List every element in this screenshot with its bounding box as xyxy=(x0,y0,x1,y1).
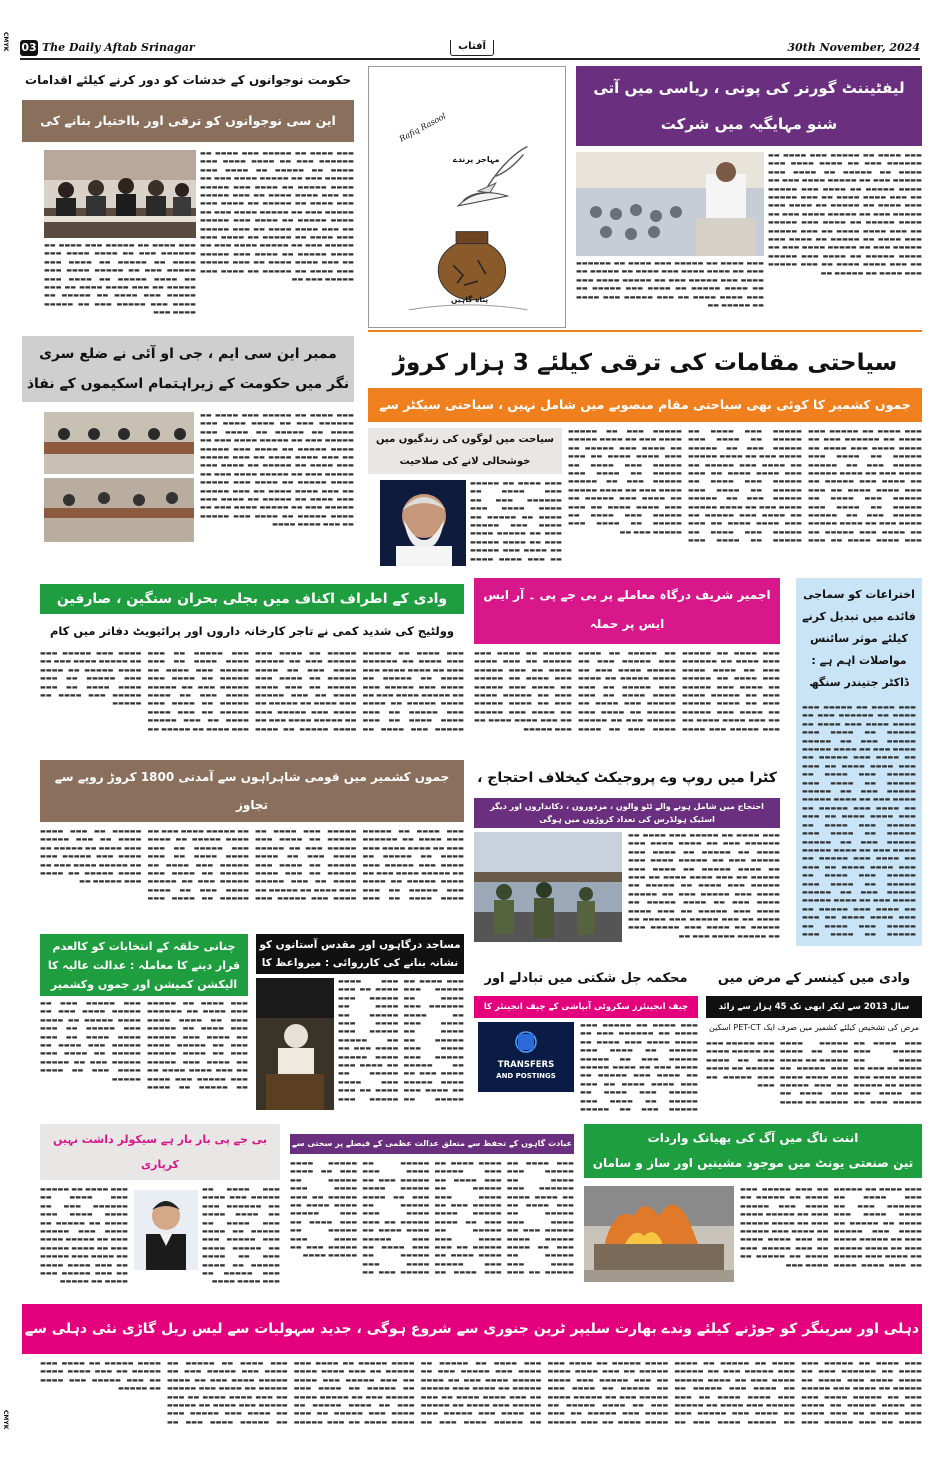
highways-headline-band xyxy=(40,760,464,822)
editorial-cartoon xyxy=(368,66,566,328)
youth-body-col1: ▬▬▬ ▬▬▬▬ ▬▬ ▬▬▬▬▬ ▬▬▬ ▬▬▬▬ ▬▬ ▬▬▬▬▬▬ ▬▬▬ ▬▬ ▬▬▬▬ ▬▬▬▬ ▬▬▬ ▬▬▬▬ ▬▬ ▬▬▬▬▬ ▬▬ ▬▬▬▬ ▬▬▬ ▬▬▬▬▬ ▬▬▬ ▬▬ ▬▬▬▬▬ ▬▬▬▬ ▬▬▬ ▬▬ ▬▬▬▬ ▬▬▬▬▬ ▬▬ ▬▬▬▬ ▬▬▬ ▬▬▬▬▬ ▬▬ ▬▬▬ ▬▬▬▬ ▬▬▬▬ ▬▬ ▬▬▬ ▬▬▬▬▬ ▬▬▬ ▬▬▬▬ ▬▬ ▬▬▬▬▬ ▬▬ ▬▬▬▬ ▬▬▬ ▬▬▬▬▬ ▬▬▬ ▬▬ ▬▬▬▬▬ ▬▬▬▬ ▬▬▬ ▬▬ ▬▬▬▬ ▬▬▬▬▬ ▬▬ ▬▬▬▬ ▬▬▬ ▬▬▬▬▬ ▬▬ ▬▬▬ ▬▬▬▬ ▬▬▬▬ ▬▬ ▬▬▬ ▬▬▬▬▬ ▬▬▬ ▬▬▬▬ ▬▬ ▬▬▬▬▬ ▬▬ ▬▬▬▬ ▬▬▬ ▬▬▬▬▬ ▬▬▬ ▬▬ ▬▬▬▬▬ ▬▬▬▬ ▬▬▬ ▬▬ ▬▬▬▬ ▬▬▬▬▬ ▬▬ ▬▬▬▬ ▬▬▬ ▬▬▬▬▬ ▬▬ ▬▬▬ ▬▬▬▬ ▬▬▬▬ ▬▬ ▬▬▬ ▬▬▬▬▬ ▬▬▬ ▬▬▬▬ ▬▬ ▬▬▬▬▬ ▬▬ ▬▬▬▬ ▬▬▬ ▬▬▬▬▬ ▬▬▬ ▬▬ xyxy=(200,150,354,284)
ajmer-headline-band xyxy=(474,578,780,644)
issue-date: 30th November, 2024 xyxy=(787,41,920,54)
fire-subhead: تین صنعتی یونٹ میں موجود مشینیں اور ساز و سامان xyxy=(592,1156,914,1170)
masthead xyxy=(20,40,920,60)
cartoonist-signature: Rafiq Rasool xyxy=(397,111,448,144)
pm-portrait-photo xyxy=(380,480,466,566)
cmyk-mark-top: CMYK xyxy=(2,32,9,52)
cartoon-pot-label: پناہ گاہیں xyxy=(451,295,489,304)
cancer-subhead-band: سال 2013 سے لیکر ابھی تک 45 ہزار سے زائد xyxy=(706,996,922,1018)
lg-reasi-headline-band xyxy=(576,66,922,146)
cartoon-caption: مہاجر پرندے xyxy=(453,155,500,164)
lg-reasi-body-col2: ▬▬▬ ▬▬▬▬ ▬▬ ▬▬▬▬▬ ▬▬▬ ▬▬▬▬ ▬▬ ▬▬▬▬▬▬ ▬▬▬ ▬▬ ▬▬▬▬ ▬▬▬▬ ▬▬▬ ▬▬▬▬ ▬▬ ▬▬▬▬▬ ▬▬ ▬▬▬▬ ▬▬▬ ▬▬▬▬▬ ▬▬▬ ▬▬ ▬▬▬▬▬ ▬▬▬▬ ▬▬▬ ▬▬ ▬▬▬▬ ▬▬▬▬▬ ▬▬ ▬▬▬▬ ▬▬▬ ▬▬▬▬▬ ▬▬ ▬▬▬ ▬▬▬▬ ▬▬▬▬ ▬▬ ▬▬▬ ▬▬▬▬▬ ▬▬▬ ▬▬▬▬ ▬▬ ▬▬▬▬▬ ▬▬ xyxy=(576,260,764,310)
science-headline: اختراعات کو سماجی فائدے میں تبدیل کرنے کیلئے موثر سائنس مواصلات اہم ہے : ڈاکٹر جتیندر سنگھ xyxy=(802,588,916,689)
ajmer-body: ▬▬▬ ▬▬▬▬ ▬▬ ▬▬▬▬▬ ▬▬▬ ▬▬▬▬ ▬▬ ▬▬▬▬▬▬ ▬▬▬ ▬▬ ▬▬▬▬ ▬▬▬▬ ▬▬▬ ▬▬▬▬ ▬▬ ▬▬▬▬▬ ▬▬ ▬▬▬▬ ▬▬▬ ▬▬▬▬▬ ▬▬▬ ▬▬ ▬▬▬▬▬ ▬▬▬▬ ▬▬▬ ▬▬ ▬▬▬▬ ▬▬▬▬▬ ▬▬ ▬▬▬▬ ▬▬▬ ▬▬▬▬▬ ▬▬ ▬▬▬ ▬▬▬▬ ▬▬▬▬ ▬▬ ▬▬▬ ▬▬▬▬▬ ▬▬▬ ▬▬▬▬ ▬▬ ▬▬▬▬▬ ▬▬ ▬▬▬▬ ▬▬▬ ▬▬▬▬▬ ▬▬▬ ▬▬ ▬▬▬▬▬ ▬▬▬▬ ▬▬▬ ▬▬ ▬▬▬▬ ▬▬▬▬▬ ▬▬ ▬▬▬▬ ▬▬▬ ▬▬▬▬▬ ▬▬ ▬▬▬ ▬▬▬▬ ▬▬▬▬ ▬▬ ▬▬▬ ▬▬▬▬▬ ▬▬▬ ▬▬▬▬ ▬▬ ▬▬▬▬▬ ▬▬ ▬▬▬▬ ▬▬▬ ▬▬▬▬▬ ▬▬▬ ▬▬ ▬▬▬▬▬ ▬▬▬▬ ▬▬▬ ▬▬ ▬▬▬▬ ▬▬▬▬▬ ▬▬ ▬▬▬▬ ▬▬▬ ▬▬▬▬▬ ▬▬ ▬▬▬ ▬▬▬▬ ▬▬▬▬ ▬▬ ▬▬▬ ▬▬▬▬▬ ▬▬▬ ▬▬▬▬ ▬▬ ▬▬▬▬▬ ▬▬ ▬▬▬▬ ▬▬▬ ▬▬▬▬▬ ▬▬▬ ▬▬ ▬▬▬▬▬ ▬▬▬▬ ▬▬▬ ▬▬ ▬▬▬▬ ▬▬▬▬▬ ▬▬ ▬▬▬▬ ▬▬▬ ▬▬▬▬▬ ▬▬ ▬▬▬ ▬▬▬▬ ▬▬▬▬ ▬▬ ▬▬▬ ▬▬▬▬▬ xyxy=(474,650,780,733)
transfers-headline: محکمہ جل شکتی میں تبادلے اور xyxy=(484,971,688,986)
page-number: 03 xyxy=(21,41,37,54)
chenani-body: ▬▬▬ ▬▬▬▬ ▬▬ ▬▬▬▬▬ ▬▬▬ ▬▬▬▬ ▬▬ ▬▬▬▬▬▬ ▬▬▬ ▬▬ ▬▬▬▬ ▬▬▬▬ ▬▬▬ ▬▬▬▬ ▬▬ ▬▬▬▬▬ ▬▬ ▬▬▬▬ ▬▬▬ ▬▬▬▬▬ ▬▬▬ ▬▬ ▬▬▬▬▬ ▬▬▬▬ ▬▬▬ ▬▬ ▬▬▬▬ ▬▬▬▬▬ ▬▬ ▬▬▬▬ ▬▬▬ ▬▬▬▬▬ ▬▬ ▬▬▬ ▬▬▬▬ ▬▬▬▬ ▬▬ ▬▬▬ ▬▬▬▬▬ ▬▬▬ ▬▬▬▬ ▬▬ ▬▬▬▬▬ ▬▬ ▬▬▬▬ ▬▬▬ ▬▬▬▬▬ ▬▬▬ ▬▬ ▬▬▬▬▬ ▬▬▬▬ ▬▬▬ ▬▬ ▬▬▬▬ ▬▬▬▬▬ ▬▬ ▬▬▬▬ ▬▬▬ ▬▬▬▬▬ ▬▬ ▬▬▬ ▬▬▬▬ ▬▬▬▬ ▬▬ ▬▬▬ ▬▬▬▬▬ ▬▬▬ ▬▬▬▬ ▬▬ ▬▬▬▬▬ ▬▬ ▬▬▬▬ ▬▬▬ ▬▬▬▬▬ ▬▬▬ ▬▬ ▬▬▬▬▬ ▬▬▬▬ ▬▬▬ ▬▬ ▬▬▬▬ ▬▬▬▬▬ xyxy=(40,1000,248,1092)
science-box xyxy=(796,578,922,946)
ajmer-subhead xyxy=(478,639,776,644)
science-body: ▬▬▬ ▬▬▬▬ ▬▬ ▬▬▬▬▬ ▬▬▬ ▬▬▬▬ ▬▬ ▬▬▬▬▬▬ ▬▬▬ ▬▬ ▬▬▬▬ ▬▬▬▬ ▬▬▬ ▬▬▬▬ ▬▬ ▬▬▬▬▬ ▬▬ ▬▬▬▬ ▬▬▬ ▬▬▬▬▬ ▬▬▬ ▬▬ ▬▬▬▬▬ ▬▬▬▬ ▬▬▬ ▬▬ ▬▬▬▬ ▬▬▬▬▬ ▬▬ ▬▬▬▬ ▬▬▬ ▬▬▬▬▬ ▬▬ ▬▬▬ ▬▬▬▬ ▬▬▬▬ ▬▬ ▬▬▬ ▬▬▬▬▬ ▬▬▬ ▬▬▬▬ ▬▬ ▬▬▬▬▬ ▬▬ ▬▬▬▬ ▬▬▬ ▬▬▬▬▬ ▬▬▬ ▬▬ ▬▬▬▬▬ ▬▬▬▬ ▬▬▬ ▬▬ ▬▬▬▬ ▬▬▬▬▬ ▬▬ ▬▬▬▬ ▬▬▬ ▬▬▬▬▬ ▬▬ ▬▬▬ ▬▬▬▬ ▬▬▬▬ ▬▬ ▬▬▬ ▬▬▬▬▬ ▬▬▬ ▬▬▬▬ ▬▬ ▬▬▬▬▬ ▬▬ ▬▬▬▬ ▬▬▬ ▬▬▬▬▬ ▬▬▬ ▬▬ ▬▬▬▬▬ ▬▬▬▬ ▬▬▬ ▬▬ ▬▬▬▬ ▬▬▬▬▬ ▬▬ ▬▬▬▬ ▬▬▬ ▬▬▬▬▬ ▬▬ ▬▬▬ ▬▬▬▬ ▬▬▬▬ ▬▬ ▬▬▬ ▬▬▬▬▬ ▬▬▬ ▬▬▬▬ ▬▬ ▬▬▬▬▬ ▬▬ ▬▬▬▬ ▬▬▬ ▬▬▬▬▬ ▬▬▬ ▬▬ ▬▬▬▬▬ ▬▬▬▬ ▬▬▬ ▬▬ ▬▬▬▬ ▬▬▬▬▬ ▬▬ ▬▬▬▬ ▬▬▬ ▬▬▬▬▬ ▬▬ ▬▬▬ ▬▬▬▬ ▬▬▬▬ ▬▬ ▬▬▬ ▬▬▬▬▬ ▬▬▬ ▬▬▬▬ ▬▬ ▬▬▬▬▬ ▬▬ ▬▬▬▬ ▬▬▬ xyxy=(802,704,916,938)
ropeway-protest-photo xyxy=(474,832,622,942)
mp-review-meeting-photo xyxy=(44,412,194,542)
cancer-body: ▬▬▬ ▬▬▬▬ ▬▬ ▬▬▬▬▬ ▬▬▬ ▬▬▬▬ ▬▬ ▬▬▬▬▬▬ ▬▬▬ ▬▬ ▬▬▬▬ ▬▬▬▬ ▬▬▬ ▬▬▬▬ ▬▬ ▬▬▬▬▬ ▬▬ ▬▬▬▬ ▬▬▬ ▬▬▬▬▬ ▬▬▬ ▬▬ ▬▬▬▬▬ ▬▬▬▬ ▬▬▬ ▬▬ ▬▬▬▬ ▬▬▬▬▬ ▬▬ ▬▬▬▬ ▬▬▬ ▬▬▬▬▬ ▬▬ ▬▬▬ ▬▬▬▬ ▬▬▬▬ ▬▬ ▬▬▬ ▬▬▬▬▬ ▬▬▬ ▬▬▬▬ ▬▬ ▬▬▬▬▬ ▬▬ ▬▬▬▬ ▬▬▬ ▬▬▬▬▬ ▬▬▬ ▬▬ ▬▬▬▬▬ ▬▬▬▬ ▬▬▬ ▬▬ ▬▬▬▬ ▬▬▬▬▬ ▬▬ ▬▬▬▬ ▬▬▬ ▬▬▬▬▬ ▬▬ ▬▬▬ xyxy=(706,1040,922,1106)
paper-name: The Daily Aftab Srinagar xyxy=(42,41,195,54)
highways-subhead xyxy=(44,819,460,822)
worship-headline-band: عبادت گاہوں کے تحفظ سے متعلق عدالت عظمی کے فیصلے پر سختی سے xyxy=(290,1134,574,1154)
fire-incident-photo xyxy=(584,1186,734,1282)
mosques-headline-band: مساجد درگاہوں اور مقدس آستانوں کو نشانہ بنانے کی کارروائی : میرواعظ کا xyxy=(256,934,464,974)
transfers-graphic-line1: TRANSFERS xyxy=(497,1060,555,1070)
tourism-inset-box xyxy=(368,428,562,474)
paper-logo: آفتاب xyxy=(450,40,494,56)
transfers-graphic xyxy=(478,1022,574,1092)
lg-reasi-headline: لیفٹیننٹ گورنر کی پونی ، ریاسی میں آتی شنو مہایگیہ میں شرکت xyxy=(593,79,905,133)
transfers-graphic-line2: AND POSTINGS xyxy=(496,1072,556,1080)
mp-review-body-col1: ▬▬▬ ▬▬▬▬ ▬▬ ▬▬▬▬▬ ▬▬▬ ▬▬▬▬ ▬▬ ▬▬▬▬▬▬ ▬▬▬ ▬▬ ▬▬▬▬ ▬▬▬▬ ▬▬▬ ▬▬▬▬ ▬▬ ▬▬▬▬▬ ▬▬ ▬▬▬▬ ▬▬▬ ▬▬▬▬▬ ▬▬▬ ▬▬ ▬▬▬▬▬ ▬▬▬▬ ▬▬▬ ▬▬ ▬▬▬▬ ▬▬▬▬▬ ▬▬ ▬▬▬▬ ▬▬▬ ▬▬▬▬▬ ▬▬ ▬▬▬ ▬▬▬▬ ▬▬▬▬ ▬▬ ▬▬▬ ▬▬▬▬▬ ▬▬▬ ▬▬▬▬ ▬▬ ▬▬▬▬▬ ▬▬ ▬▬▬▬ ▬▬▬ ▬▬▬▬▬ ▬▬▬ ▬▬ ▬▬▬▬▬ ▬▬▬▬ ▬▬▬ ▬▬ ▬▬▬▬ ▬▬▬▬▬ ▬▬ ▬▬▬▬ ▬▬▬ ▬▬▬▬▬ ▬▬ ▬▬▬ ▬▬▬▬ ▬▬▬▬ ▬▬ ▬▬▬ ▬▬▬▬▬ ▬▬▬ ▬▬▬▬ ▬▬ ▬▬▬▬▬ ▬▬ ▬▬▬▬ ▬▬▬ ▬▬▬▬▬ ▬▬▬ ▬▬ ▬▬▬▬▬ ▬▬▬▬ ▬▬▬ ▬▬ ▬▬▬▬ ▬▬▬▬▬ ▬▬ ▬▬▬▬ ▬▬▬ ▬▬▬▬▬ ▬▬ ▬▬▬ ▬▬▬▬ ▬▬▬▬ xyxy=(200,412,354,529)
bjp-body-col1: ▬▬▬ ▬▬▬▬ ▬▬ ▬▬▬▬▬ ▬▬▬ ▬▬▬▬ ▬▬ ▬▬▬▬▬▬ ▬▬▬ ▬▬ ▬▬▬▬ ▬▬▬▬ ▬▬▬ ▬▬▬▬ ▬▬ ▬▬▬▬▬ ▬▬ ▬▬▬▬ ▬▬▬ ▬▬▬▬▬ ▬▬▬ ▬▬ ▬▬▬▬▬ ▬▬▬▬ ▬▬▬ ▬▬ ▬▬▬▬ ▬▬▬▬▬ ▬▬ ▬▬▬▬ ▬▬▬ ▬▬▬▬▬ ▬▬ ▬▬▬ ▬▬▬▬ ▬▬▬▬ ▬▬ ▬▬▬ ▬▬▬▬▬ ▬▬▬ ▬▬▬▬ ▬▬ ▬▬▬▬▬ xyxy=(40,1186,128,1286)
bjp-headline: بی جے پی بار بار ہے سیکولر داشت نہیں کرپاری xyxy=(52,1133,268,1171)
electricity-headline-band: وادی کے اطراف اکناف میں بجلی بحران سنگین ، صارفین xyxy=(40,584,464,614)
highways-headline: جموں کشمیر میں قومی شاہراہوں سے آمدنی 1800 کروڑ روپے سے تجاوز xyxy=(54,770,450,812)
ropeway-subhead-band: احتجاج میں شامل ہونے والے ٹٹو والوں ، مزدوروں ، دکانداروں اور دیگر اسٹیک ہولڈرس کی تعداد کروڑوں میں ہوگی xyxy=(474,798,780,828)
cmyk-mark-bottom: CMYK xyxy=(2,1410,9,1430)
youth-meeting-photo xyxy=(44,150,196,238)
worship-body: ▬▬▬ ▬▬▬▬ ▬▬ ▬▬▬▬▬ ▬▬▬ ▬▬▬▬ ▬▬ ▬▬▬▬▬▬ ▬▬▬ ▬▬ ▬▬▬▬ ▬▬▬▬ ▬▬▬ ▬▬▬▬ ▬▬ ▬▬▬▬▬ ▬▬ ▬▬▬▬ ▬▬▬ ▬▬▬▬▬ ▬▬▬ ▬▬ ▬▬▬▬▬ ▬▬▬▬ ▬▬▬ ▬▬ ▬▬▬▬ ▬▬▬▬▬ ▬▬ ▬▬▬▬ ▬▬▬ ▬▬▬▬▬ ▬▬ ▬▬▬ ▬▬▬▬ ▬▬▬▬ ▬▬ ▬▬▬ ▬▬▬▬▬ ▬▬▬ ▬▬▬▬ ▬▬ ▬▬▬▬▬ ▬▬ ▬▬▬▬ ▬▬▬ ▬▬▬▬▬ ▬▬▬ ▬▬ ▬▬▬▬▬ ▬▬▬▬ ▬▬▬ ▬▬ ▬▬▬▬ ▬▬▬▬▬ ▬▬ ▬▬▬▬ ▬▬▬ ▬▬▬▬▬ ▬▬ ▬▬▬ ▬▬▬▬ ▬▬▬▬ ▬▬ ▬▬▬ ▬▬▬▬▬ ▬▬▬ ▬▬▬▬ ▬▬ ▬▬▬▬▬ ▬▬ ▬▬▬▬ ▬▬▬ ▬▬▬▬▬ ▬▬▬ ▬▬ ▬▬▬▬▬ ▬▬▬▬ ▬▬▬ ▬▬ ▬▬▬▬ ▬▬▬▬▬ ▬▬ ▬▬▬▬ ▬▬▬ ▬▬▬▬▬ ▬▬ ▬▬▬ ▬▬▬▬ ▬▬▬▬ ▬▬ ▬▬▬ ▬▬▬▬▬ ▬▬▬ ▬▬▬▬ ▬▬ ▬▬▬▬▬ ▬▬ ▬▬▬▬ ▬▬▬ ▬▬▬▬▬ ▬▬▬ ▬▬ ▬▬▬▬▬ ▬▬▬▬ ▬▬▬ ▬▬ ▬▬▬▬ ▬▬▬▬▬ ▬▬ ▬▬▬▬ ▬▬▬ ▬▬▬▬▬ ▬▬ ▬▬▬ ▬▬▬▬ ▬▬▬▬ ▬▬ ▬▬▬ ▬▬▬▬▬ ▬▬▬ ▬▬▬▬ ▬▬ ▬▬▬▬▬ ▬▬ ▬▬▬▬ ▬▬▬ ▬▬▬▬▬ ▬▬▬ ▬▬ ▬▬▬▬▬ ▬▬▬▬ xyxy=(290,1160,574,1277)
tourism-headline: سیاحتی مقامات کی ترقی کیلئے 3 ہزار کروڑ xyxy=(392,350,898,376)
cancer-subhead2: مرض کی تشخیص کیلئے کشمیر میں صرف ایک PET-CT اسکین xyxy=(709,1023,919,1032)
mirwaiz-speech-photo xyxy=(256,978,334,1110)
train-headline-band: دہلی اور سرینگر کو جوڑنے کیلئے وندے بھارت سلیپر ٹرین جنوری سے شروع ہوگی ، جدید سہولیات سے لیس ریل گاڑی نئی دہلی سے xyxy=(22,1304,922,1354)
electricity-body: ▬▬▬ ▬▬▬▬ ▬▬ ▬▬▬▬▬ ▬▬▬ ▬▬▬▬ ▬▬ ▬▬▬▬▬▬ ▬▬▬ ▬▬ ▬▬▬▬ ▬▬▬▬ ▬▬▬ ▬▬▬▬ ▬▬ ▬▬▬▬▬ ▬▬ ▬▬▬▬ ▬▬▬ ▬▬▬▬▬ ▬▬▬ ▬▬ ▬▬▬▬▬ ▬▬▬▬ ▬▬▬ ▬▬ ▬▬▬▬ ▬▬▬▬▬ ▬▬ ▬▬▬▬ ▬▬▬ ▬▬▬▬▬ ▬▬ ▬▬▬ ▬▬▬▬ ▬▬▬▬ ▬▬ ▬▬▬ ▬▬▬▬▬ ▬▬▬ ▬▬▬▬ ▬▬ ▬▬▬▬▬ ▬▬ ▬▬▬▬ ▬▬▬ ▬▬▬▬▬ ▬▬▬ ▬▬ ▬▬▬▬▬ ▬▬▬▬ ▬▬▬ ▬▬ ▬▬▬▬ ▬▬▬▬▬ ▬▬ ▬▬▬▬ ▬▬▬ ▬▬▬▬▬ ▬▬ ▬▬▬ ▬▬▬▬ ▬▬▬▬ ▬▬ ▬▬▬ ▬▬▬▬▬ ▬▬▬ ▬▬▬▬ ▬▬ ▬▬▬▬▬ ▬▬ ▬▬▬▬ ▬▬▬ ▬▬▬▬▬ ▬▬▬ ▬▬ ▬▬▬▬▬ ▬▬▬▬ ▬▬▬ ▬▬ ▬▬▬▬ ▬▬▬▬▬ ▬▬ ▬▬▬▬ ▬▬▬ ▬▬▬▬▬ ▬▬ ▬▬▬ ▬▬▬▬ ▬▬▬▬ ▬▬ ▬▬▬ ▬▬▬▬▬ ▬▬▬ ▬▬▬▬ ▬▬ ▬▬▬▬▬ ▬▬ ▬▬▬▬ ▬▬▬ ▬▬▬▬▬ ▬▬▬ ▬▬ ▬▬▬▬▬ ▬▬▬▬ ▬▬▬ ▬▬ ▬▬▬▬ ▬▬▬▬▬ ▬▬ ▬▬▬▬ ▬▬▬ ▬▬▬▬▬ ▬▬ ▬▬▬ ▬▬▬▬ ▬▬▬▬ ▬▬ ▬▬▬ ▬▬▬▬▬ ▬▬▬ ▬▬▬▬ ▬▬ ▬▬▬▬▬ ▬▬ ▬▬▬▬ ▬▬▬ ▬▬▬▬▬ ▬▬▬ ▬▬ ▬▬▬▬▬ ▬▬▬▬ ▬▬▬ ▬▬ ▬▬▬▬ ▬▬▬▬▬ ▬▬ ▬▬▬▬ ▬▬▬ ▬▬▬▬▬ ▬▬ ▬▬▬ ▬▬▬▬ ▬▬▬▬ ▬▬ ▬▬▬ ▬▬▬▬▬ ▬▬▬ ▬▬▬▬ ▬▬ ▬▬▬▬▬ xyxy=(40,650,464,733)
youth-body-col2: ▬▬▬ ▬▬▬▬ ▬▬ ▬▬▬▬▬ ▬▬▬ ▬▬▬▬ ▬▬ ▬▬▬▬▬▬ ▬▬▬ ▬▬ ▬▬▬▬ ▬▬▬▬ ▬▬▬ ▬▬▬▬ ▬▬ ▬▬▬▬▬ ▬▬ ▬▬▬▬ ▬▬▬ ▬▬▬▬▬ ▬▬▬ ▬▬ ▬▬▬▬▬ ▬▬▬▬ ▬▬▬ ▬▬ ▬▬▬▬ ▬▬▬▬▬ ▬▬ ▬▬▬▬ ▬▬▬ ▬▬▬▬▬ ▬▬ ▬▬▬ ▬▬▬▬ ▬▬▬▬ ▬▬ ▬▬▬ ▬▬▬▬▬ ▬▬▬ ▬▬▬▬ ▬▬ ▬▬▬▬▬ ▬▬ ▬▬▬▬ ▬▬▬ ▬▬▬▬▬ ▬▬▬ ▬▬ ▬▬▬▬▬ ▬▬▬▬ ▬▬▬ xyxy=(44,242,196,317)
tourism-inset-subhead xyxy=(371,473,559,474)
sunil-sharma-photo xyxy=(134,1190,198,1270)
electricity-subhead: وولٹیج کی شدید کمی نے تاجر کارخانہ داروں اور پرائیویٹ دفاتر میں کام xyxy=(49,624,455,638)
chenani-headline-band: چنانی حلقہ کے انتخابات کو کالعدم قرار دینے کا معاملہ : عدالت عالیہ کا الیکشن کمیشن اور جموں وکشمیر xyxy=(40,934,248,996)
youth-headline: حکومت نوجوانوں کے خدشات کو دور کرنے کیلئے اقدامات xyxy=(25,73,351,87)
bjp-headline-box xyxy=(40,1124,280,1180)
tourism-subhead-band: جموں کشمیر کا کوئی بھی سیاحتی مقام منصوبے میں شامل نہیں ، سیاحتی سیکٹر سے xyxy=(368,388,922,422)
tourism-inset-body: ▬▬▬ ▬▬▬▬ ▬▬ ▬▬▬▬▬ ▬▬▬ ▬▬▬▬ ▬▬ ▬▬▬▬▬▬ ▬▬▬ ▬▬ ▬▬▬▬ ▬▬▬▬ ▬▬▬ ▬▬▬▬ ▬▬ ▬▬▬▬▬ ▬▬ ▬▬▬▬ ▬▬▬ ▬▬▬▬▬ ▬▬▬ ▬▬ ▬▬▬▬▬ ▬▬▬▬ ▬▬▬ ▬▬ ▬▬▬▬ ▬▬▬▬▬ ▬▬ ▬▬▬▬ ▬▬▬ ▬▬▬▬▬ ▬▬ ▬▬▬ ▬▬▬▬ ▬▬▬▬ xyxy=(470,480,562,563)
lg-reasi-body-col1: ▬▬▬ ▬▬▬▬ ▬▬ ▬▬▬▬▬ ▬▬▬ ▬▬▬▬ ▬▬ ▬▬▬▬▬▬ ▬▬▬ ▬▬ ▬▬▬▬ ▬▬▬▬ ▬▬▬ ▬▬▬▬ ▬▬ ▬▬▬▬▬ ▬▬ ▬▬▬▬ ▬▬▬ ▬▬▬▬▬ ▬▬▬ ▬▬ ▬▬▬▬▬ ▬▬▬▬ ▬▬▬ ▬▬ ▬▬▬▬ ▬▬▬▬▬ ▬▬ ▬▬▬▬ ▬▬▬ ▬▬▬▬▬ ▬▬ ▬▬▬ ▬▬▬▬ ▬▬▬▬ ▬▬ ▬▬▬ ▬▬▬▬▬ ▬▬▬ ▬▬▬▬ ▬▬ ▬▬▬▬▬ ▬▬ ▬▬▬▬ ▬▬▬ ▬▬▬▬▬ ▬▬▬ ▬▬ ▬▬▬▬▬ ▬▬▬▬ ▬▬▬ ▬▬ ▬▬▬▬ ▬▬▬▬▬ ▬▬ ▬▬▬▬ ▬▬▬ ▬▬▬▬▬ ▬▬ ▬▬▬ ▬▬▬▬ ▬▬▬▬ ▬▬ ▬▬▬ ▬▬▬▬▬ ▬▬▬ ▬▬▬▬ ▬▬ ▬▬▬▬▬ ▬▬ ▬▬▬▬ ▬▬▬ ▬▬▬▬▬ ▬▬▬ ▬▬ ▬▬▬▬▬ ▬▬▬▬ ▬▬▬ ▬▬ ▬▬▬▬ ▬▬▬▬▬ ▬▬ ▬▬▬▬ ▬▬▬ ▬▬▬▬▬ ▬▬ ▬▬▬ ▬▬▬▬ ▬▬▬▬ ▬▬ ▬▬▬ ▬▬▬▬▬ ▬▬▬ ▬▬▬▬ ▬▬ ▬▬▬▬▬ ▬▬ xyxy=(768,152,922,277)
fire-body: ▬▬▬ ▬▬▬▬ ▬▬ ▬▬▬▬▬ ▬▬▬ ▬▬▬▬ ▬▬ ▬▬▬▬▬▬ ▬▬▬ ▬▬ ▬▬▬▬ ▬▬▬▬ ▬▬▬ ▬▬▬▬ ▬▬ ▬▬▬▬▬ ▬▬ ▬▬▬▬ ▬▬▬ ▬▬▬▬▬ ▬▬▬ ▬▬ ▬▬▬▬▬ ▬▬▬▬ ▬▬▬ ▬▬ ▬▬▬▬ ▬▬▬▬▬ ▬▬ ▬▬▬▬ ▬▬▬ ▬▬▬▬▬ ▬▬ ▬▬▬ ▬▬▬▬ ▬▬▬▬ ▬▬ ▬▬▬ ▬▬▬▬▬ ▬▬▬ ▬▬▬▬ ▬▬ ▬▬▬▬▬ ▬▬ ▬▬▬▬ ▬▬▬ ▬▬▬▬▬ ▬▬▬ ▬▬ ▬▬▬▬▬ ▬▬▬▬ ▬▬▬ ▬▬ ▬▬▬▬ ▬▬▬▬▬ ▬▬ ▬▬▬▬ ▬▬▬ ▬▬▬▬▬ ▬▬ ▬▬▬ ▬▬▬▬ ▬▬▬▬ ▬▬ ▬▬▬ ▬▬▬▬▬ ▬▬▬ ▬▬▬▬ ▬▬ ▬▬▬▬▬ ▬▬ ▬▬▬▬ ▬▬▬ xyxy=(740,1186,922,1269)
highways-body: ▬▬▬ ▬▬▬▬ ▬▬ ▬▬▬▬▬ ▬▬▬ ▬▬▬▬ ▬▬ ▬▬▬▬▬▬ ▬▬▬ ▬▬ ▬▬▬▬ ▬▬▬▬ ▬▬▬ ▬▬▬▬ ▬▬ ▬▬▬▬▬ ▬▬ ▬▬▬▬ ▬▬▬ ▬▬▬▬▬ ▬▬▬ ▬▬ ▬▬▬▬▬ ▬▬▬▬ ▬▬▬ ▬▬ ▬▬▬▬ ▬▬▬▬▬ ▬▬ ▬▬▬▬ ▬▬▬ ▬▬▬▬▬ ▬▬ ▬▬▬ ▬▬▬▬ ▬▬▬▬ ▬▬ ▬▬▬ ▬▬▬▬▬ ▬▬▬ ▬▬▬▬ ▬▬ ▬▬▬▬▬ ▬▬ ▬▬▬▬ ▬▬▬ ▬▬▬▬▬ ▬▬▬ ▬▬ ▬▬▬▬▬ ▬▬▬▬ ▬▬▬ ▬▬ ▬▬▬▬ ▬▬▬▬▬ ▬▬ ▬▬▬▬ ▬▬▬ ▬▬▬▬▬ ▬▬ ▬▬▬ ▬▬▬▬ ▬▬▬▬ ▬▬ ▬▬▬ ▬▬▬▬▬ ▬▬▬ ▬▬▬▬ ▬▬ ▬▬▬▬▬ ▬▬ ▬▬▬▬ ▬▬▬ ▬▬▬▬▬ ▬▬▬ ▬▬ ▬▬▬▬▬ ▬▬▬▬ ▬▬▬ ▬▬ ▬▬▬▬ ▬▬▬▬▬ ▬▬ ▬▬▬▬ ▬▬▬ ▬▬▬▬▬ ▬▬ ▬▬▬ ▬▬▬▬ ▬▬▬▬ ▬▬ ▬▬▬ ▬▬▬▬▬ ▬▬▬ ▬▬▬▬ ▬▬ ▬▬▬▬▬ ▬▬ ▬▬▬▬ ▬▬▬ ▬▬▬▬▬ ▬▬▬ ▬▬ ▬▬▬▬▬ ▬▬▬▬ ▬▬▬ ▬▬ ▬▬▬▬ ▬▬▬▬▬ ▬▬ ▬▬▬▬ ▬▬▬ ▬▬▬▬▬ ▬▬ ▬▬▬ ▬▬▬▬ ▬▬▬▬ ▬▬ ▬▬▬ ▬▬▬▬▬ ▬▬▬ ▬▬▬▬ ▬▬ ▬▬▬▬▬ ▬▬ ▬▬▬▬ ▬▬▬ ▬▬▬▬▬ ▬▬▬ ▬▬ ▬▬▬▬▬ ▬▬▬▬ ▬▬▬ ▬▬ ▬▬▬▬ ▬▬▬▬▬ ▬▬ ▬▬▬▬ ▬▬▬ ▬▬▬▬▬ ▬▬ xyxy=(40,828,464,903)
lg-reasi-subhead xyxy=(582,142,916,146)
train-body: ▬▬▬ ▬▬▬▬ ▬▬ ▬▬▬▬▬ ▬▬▬ ▬▬▬▬ ▬▬ ▬▬▬▬▬▬ ▬▬▬ ▬▬ ▬▬▬▬ ▬▬▬▬ ▬▬▬ ▬▬▬▬ ▬▬ ▬▬▬▬▬ ▬▬ ▬▬▬▬ ▬▬▬ ▬▬▬▬▬ ▬▬▬ ▬▬ ▬▬▬▬▬ ▬▬▬▬ ▬▬▬ ▬▬ ▬▬▬▬ ▬▬▬▬▬ ▬▬ ▬▬▬▬ ▬▬▬ ▬▬▬▬▬ ▬▬ ▬▬▬ ▬▬▬▬ ▬▬▬▬ ▬▬ ▬▬▬ ▬▬▬▬▬ ▬▬▬ ▬▬▬▬ ▬▬ ▬▬▬▬▬ ▬▬ ▬▬▬▬ ▬▬▬ ▬▬▬▬▬ ▬▬▬ ▬▬ ▬▬▬▬▬ ▬▬▬▬ ▬▬▬ ▬▬ ▬▬▬▬ ▬▬▬▬▬ ▬▬ ▬▬▬▬ ▬▬▬ ▬▬▬▬▬ ▬▬ ▬▬▬ ▬▬▬▬ ▬▬▬▬ ▬▬ ▬▬▬ ▬▬▬▬▬ ▬▬▬ ▬▬▬▬ ▬▬ ▬▬▬▬▬ ▬▬ ▬▬▬▬ ▬▬▬ ▬▬▬▬▬ ▬▬▬ ▬▬ ▬▬▬▬▬ ▬▬▬▬ ▬▬▬ ▬▬ ▬▬▬▬ ▬▬▬▬▬ ▬▬ ▬▬▬▬ ▬▬▬ ▬▬▬▬▬ ▬▬ ▬▬▬ ▬▬▬▬ ▬▬▬▬ ▬▬ ▬▬▬ ▬▬▬▬▬ ▬▬▬ ▬▬▬▬ ▬▬ ▬▬▬▬▬ ▬▬ ▬▬▬▬ ▬▬▬ ▬▬▬▬▬ ▬▬▬ ▬▬ ▬▬▬▬▬ ▬▬▬▬ ▬▬▬ ▬▬ ▬▬▬▬ ▬▬▬▬▬ ▬▬ ▬▬▬▬ ▬▬▬ ▬▬▬▬▬ ▬▬ ▬▬▬ ▬▬▬▬ ▬▬▬▬ ▬▬ ▬▬▬ ▬▬▬▬▬ ▬▬▬ ▬▬▬▬ ▬▬ ▬▬▬▬▬ ▬▬ ▬▬▬▬ ▬▬▬ ▬▬▬▬▬ ▬▬▬ ▬▬ ▬▬▬▬▬ ▬▬▬▬ ▬▬▬ ▬▬ ▬▬▬▬ ▬▬▬▬▬ ▬▬ ▬▬▬▬ ▬▬▬ ▬▬▬▬▬ ▬▬ ▬▬▬ ▬▬▬▬ ▬▬▬▬ ▬▬ ▬▬▬ ▬▬▬▬▬ ▬▬▬ ▬▬▬▬ ▬▬ ▬▬▬▬▬ ▬▬ ▬▬▬▬ ▬▬▬ ▬▬▬▬▬ ▬▬▬ ▬▬ ▬▬▬▬▬ ▬▬▬▬ ▬▬▬ ▬▬ ▬▬▬▬ ▬▬▬▬▬ ▬▬ ▬▬▬▬ ▬▬▬ ▬▬▬▬▬ ▬▬ ▬▬▬ ▬▬▬▬ ▬▬▬▬ ▬▬ ▬▬▬ ▬▬▬▬▬ ▬▬▬ ▬▬▬▬ ▬▬ ▬▬▬▬▬ ▬▬ ▬▬▬▬ ▬▬▬ ▬▬▬▬▬ ▬▬▬ ▬▬ ▬▬▬▬▬ ▬▬▬▬ ▬▬▬ ▬▬ ▬▬▬▬ ▬▬▬▬▬ ▬▬ ▬▬▬▬ ▬▬▬ ▬▬▬▬▬ ▬▬ ▬▬▬ ▬▬▬▬ ▬▬▬▬ ▬▬ ▬▬▬ ▬▬▬▬▬ ▬▬▬ ▬▬▬▬ ▬▬ ▬▬▬▬▬ ▬▬ ▬▬▬▬ ▬▬▬ ▬▬▬▬▬ ▬▬▬ ▬▬ ▬▬▬▬▬ ▬▬▬▬ ▬▬▬ ▬▬ ▬▬▬▬ ▬▬▬▬▬ ▬▬ ▬▬▬▬ ▬▬▬ ▬▬▬▬▬ ▬▬ ▬▬▬ ▬▬▬▬ ▬▬▬▬ ▬▬ ▬▬▬ ▬▬▬▬▬ ▬▬▬ ▬▬▬▬ ▬▬ ▬▬▬▬▬ ▬▬ ▬▬▬▬ ▬▬▬ ▬▬▬▬▬ ▬▬▬ ▬▬ ▬▬▬▬▬ ▬▬▬▬ ▬▬▬ ▬▬ ▬▬▬▬ ▬▬▬▬▬ ▬▬ ▬▬▬▬ ▬▬▬ ▬▬▬▬▬ ▬▬ ▬▬▬ ▬▬▬▬ ▬▬▬▬ ▬▬ ▬▬▬ ▬▬▬▬▬ ▬▬▬ ▬▬▬▬ ▬▬ ▬▬▬▬▬ xyxy=(40,1360,922,1426)
fire-headline-band xyxy=(584,1124,922,1178)
ropeway-headline: کٹرا میں روپ وے پروجیکٹ کیخلاف احتجاج ، xyxy=(477,770,777,786)
tourism-inset-headline: سیاحت میں لوگوں کی زندگیوں میں خوشحالی لانے کی صلاحیت xyxy=(376,434,554,467)
mp-review-headline: ممبر این سی ایم ، جی او آئی نے ضلع سری نگر میں حکومت کے زیراہتمام اسکیموں کے نفاذ xyxy=(22,336,354,402)
tourism-body: ▬▬▬ ▬▬▬▬ ▬▬ ▬▬▬▬▬ ▬▬▬ ▬▬▬▬ ▬▬ ▬▬▬▬▬▬ ▬▬▬ ▬▬ ▬▬▬▬ ▬▬▬▬ ▬▬▬ ▬▬▬▬ ▬▬ ▬▬▬▬▬ ▬▬ ▬▬▬▬ ▬▬▬ ▬▬▬▬▬ ▬▬▬ ▬▬ ▬▬▬▬▬ ▬▬▬▬ ▬▬▬ ▬▬ ▬▬▬▬ ▬▬▬▬▬ ▬▬ ▬▬▬▬ ▬▬▬ ▬▬▬▬▬ ▬▬ ▬▬▬ ▬▬▬▬ ▬▬▬▬ ▬▬ ▬▬▬ ▬▬▬▬▬ ▬▬▬ ▬▬▬▬ ▬▬ ▬▬▬▬▬ ▬▬ ▬▬▬▬ ▬▬▬ ▬▬▬▬▬ ▬▬▬ ▬▬ ▬▬▬▬▬ ▬▬▬▬ ▬▬▬ ▬▬ ▬▬▬▬ ▬▬▬▬▬ ▬▬ ▬▬▬▬ ▬▬▬ ▬▬▬▬▬ ▬▬ ▬▬▬ ▬▬▬▬ ▬▬▬▬ ▬▬ ▬▬▬ ▬▬▬▬▬ ▬▬▬ ▬▬▬▬ ▬▬ ▬▬▬▬▬ ▬▬ ▬▬▬▬ ▬▬▬ ▬▬▬▬▬ ▬▬▬ ▬▬ ▬▬▬▬▬ ▬▬▬▬ ▬▬▬ ▬▬ ▬▬▬▬ ▬▬▬▬▬ ▬▬ ▬▬▬▬ ▬▬▬ ▬▬▬▬▬ ▬▬ ▬▬▬ ▬▬▬▬ ▬▬▬▬ ▬▬ ▬▬▬ ▬▬▬▬▬ ▬▬▬ ▬▬▬▬ ▬▬ ▬▬▬▬▬ ▬▬ ▬▬▬▬ ▬▬▬ ▬▬▬▬▬ ▬▬▬ ▬▬ ▬▬▬▬▬ ▬▬▬▬ ▬▬▬ ▬▬ ▬▬▬▬ ▬▬▬▬▬ ▬▬ ▬▬▬▬ ▬▬▬ ▬▬▬▬▬ ▬▬ ▬▬▬ ▬▬▬▬ ▬▬▬▬ ▬▬ ▬▬▬ ▬▬▬▬▬ ▬▬▬ ▬▬▬▬ ▬▬ ▬▬▬▬▬ ▬▬ ▬▬▬▬ ▬▬▬ ▬▬▬▬▬ ▬▬▬ ▬▬ ▬▬▬▬▬ ▬▬▬▬ ▬▬▬ ▬▬ ▬▬▬▬ ▬▬▬▬▬ ▬▬ ▬▬▬▬ ▬▬▬ ▬▬▬▬▬ ▬▬ ▬▬▬ ▬▬▬▬ ▬▬▬▬ ▬▬ ▬▬▬ ▬▬▬▬▬ ▬▬▬ ▬▬▬▬ ▬▬ ▬▬▬▬▬ ▬▬ ▬▬▬▬ ▬▬▬ ▬▬▬▬▬ ▬▬▬ ▬▬ ▬▬▬▬▬ ▬▬▬▬ ▬▬▬ ▬▬ ▬▬▬▬ ▬▬▬▬▬ ▬▬ ▬▬▬▬ ▬▬▬ ▬▬▬▬▬ ▬▬ ▬▬▬ ▬▬▬▬ ▬▬▬▬ ▬▬ ▬▬▬ ▬▬▬▬▬ ▬▬▬ ▬▬▬▬ ▬▬ ▬▬▬▬▬ ▬▬ ▬▬▬▬ ▬▬▬ ▬▬▬▬▬ ▬▬▬ ▬▬ xyxy=(568,428,922,545)
ropeway-body: ▬▬▬ ▬▬▬▬ ▬▬ ▬▬▬▬▬ ▬▬▬ ▬▬▬▬ ▬▬ ▬▬▬▬▬▬ ▬▬▬ ▬▬ ▬▬▬▬ ▬▬▬▬ ▬▬▬ ▬▬▬▬ ▬▬ ▬▬▬▬▬ ▬▬ ▬▬▬▬ ▬▬▬ ▬▬▬▬▬ ▬▬▬ ▬▬ ▬▬▬▬▬ ▬▬▬▬ ▬▬▬ ▬▬ ▬▬▬▬ ▬▬▬▬▬ ▬▬ ▬▬▬▬ ▬▬▬ ▬▬▬▬▬ ▬▬ ▬▬▬ ▬▬▬▬ ▬▬▬▬ ▬▬ ▬▬▬ ▬▬▬▬▬ ▬▬▬ ▬▬▬▬ ▬▬ ▬▬▬▬▬ ▬▬ ▬▬▬▬ ▬▬▬ ▬▬▬▬▬ ▬▬▬ ▬▬ ▬▬▬▬▬ ▬▬▬▬ ▬▬▬ ▬▬ ▬▬▬▬ ▬▬▬▬▬ ▬▬ ▬▬▬▬ ▬▬▬ ▬▬▬▬▬ ▬▬ ▬▬▬ ▬▬▬▬ ▬▬▬▬ ▬▬ ▬▬▬ ▬▬▬▬▬ ▬▬▬ ▬▬▬▬ ▬▬ ▬▬▬▬▬ ▬▬ ▬▬▬▬ ▬▬▬ ▬▬▬▬▬ ▬▬▬ ▬▬ ▬▬▬▬▬ ▬▬▬▬ ▬▬▬ ▬▬ xyxy=(628,832,780,940)
fire-headline: اننت ناگ میں آگ کی بھیانک واردات xyxy=(647,1131,859,1145)
bjp-subhead xyxy=(43,1177,277,1180)
transfers-subhead-band: چیف انجینئرز سکروٹی آبپاشی کے چیف انجینئر کا xyxy=(474,996,698,1018)
youth-subhead-band: این سی نوجوانوں کو ترقی اور بااختیار بنانے کی xyxy=(22,100,354,142)
transfers-body: ▬▬▬ ▬▬▬▬ ▬▬ ▬▬▬▬▬ ▬▬▬ ▬▬▬▬ ▬▬ ▬▬▬▬▬▬ ▬▬▬ ▬▬ ▬▬▬▬ ▬▬▬▬ ▬▬▬ ▬▬▬▬ ▬▬ ▬▬▬▬▬ ▬▬ ▬▬▬▬ ▬▬▬ ▬▬▬▬▬ ▬▬▬ ▬▬ ▬▬▬▬▬ ▬▬▬▬ ▬▬▬ ▬▬ ▬▬▬▬ ▬▬▬▬▬ ▬▬ ▬▬▬▬ ▬▬▬ ▬▬▬▬▬ ▬▬ ▬▬▬ ▬▬▬▬ ▬▬▬▬ ▬▬ ▬▬▬ ▬▬▬▬▬ ▬▬▬ ▬▬▬▬ ▬▬ ▬▬▬▬▬ ▬▬ ▬▬▬▬ ▬▬▬ ▬▬▬▬▬ ▬▬▬ ▬▬ ▬▬▬▬▬ xyxy=(580,1022,698,1112)
lg-reasi-event-photo xyxy=(576,152,764,256)
ajmer-headline: اجمیر شریف درگاہ معاملے پر بی جے پی ۔ آر ایس ایس پر حملہ xyxy=(483,588,771,631)
mosques-body: ▬▬▬ ▬▬▬▬ ▬▬ ▬▬▬▬▬ ▬▬▬ ▬▬▬▬ ▬▬ ▬▬▬▬▬▬ ▬▬▬ ▬▬ ▬▬▬▬ ▬▬▬▬ ▬▬▬ ▬▬▬▬ ▬▬ ▬▬▬▬▬ ▬▬ ▬▬▬▬ ▬▬▬ ▬▬▬▬▬ ▬▬▬ ▬▬ ▬▬▬▬▬ ▬▬▬▬ ▬▬▬ ▬▬ ▬▬▬▬ ▬▬▬▬▬ ▬▬ ▬▬▬▬ ▬▬▬ ▬▬▬▬▬ ▬▬ ▬▬▬ ▬▬▬▬ ▬▬▬▬ ▬▬ ▬▬▬ ▬▬▬▬▬ ▬▬▬ ▬▬▬▬ ▬▬ ▬▬▬▬▬ ▬▬ ▬▬▬▬ ▬▬▬ ▬▬▬▬▬ ▬▬▬ ▬▬ ▬▬▬▬▬ ▬▬▬▬ ▬▬▬ ▬▬ ▬▬▬▬ ▬▬▬▬▬ ▬▬ ▬▬▬▬ ▬▬▬ ▬▬▬▬▬ ▬▬ ▬▬▬ ▬▬▬▬ ▬▬▬▬ ▬▬ ▬▬▬ ▬▬▬▬▬ ▬▬▬ xyxy=(338,978,464,1103)
cancer-headline: وادی میں کینسر کے مرض میں xyxy=(717,971,911,986)
bjp-body-col2: ▬▬▬ ▬▬▬▬ ▬▬ ▬▬▬▬▬ ▬▬▬ ▬▬▬▬ ▬▬ ▬▬▬▬▬▬ ▬▬▬ ▬▬ ▬▬▬▬ ▬▬▬▬ ▬▬▬ ▬▬▬▬ ▬▬ ▬▬▬▬▬ ▬▬ ▬▬▬▬ ▬▬▬ ▬▬▬▬▬ ▬▬▬ ▬▬ ▬▬▬▬▬ ▬▬▬▬ ▬▬▬ ▬▬ ▬▬▬▬ ▬▬▬▬▬ ▬▬ ▬▬▬▬ ▬▬▬ ▬▬▬▬▬ ▬▬ ▬▬▬ ▬▬▬▬ ▬▬▬▬ xyxy=(202,1186,280,1286)
